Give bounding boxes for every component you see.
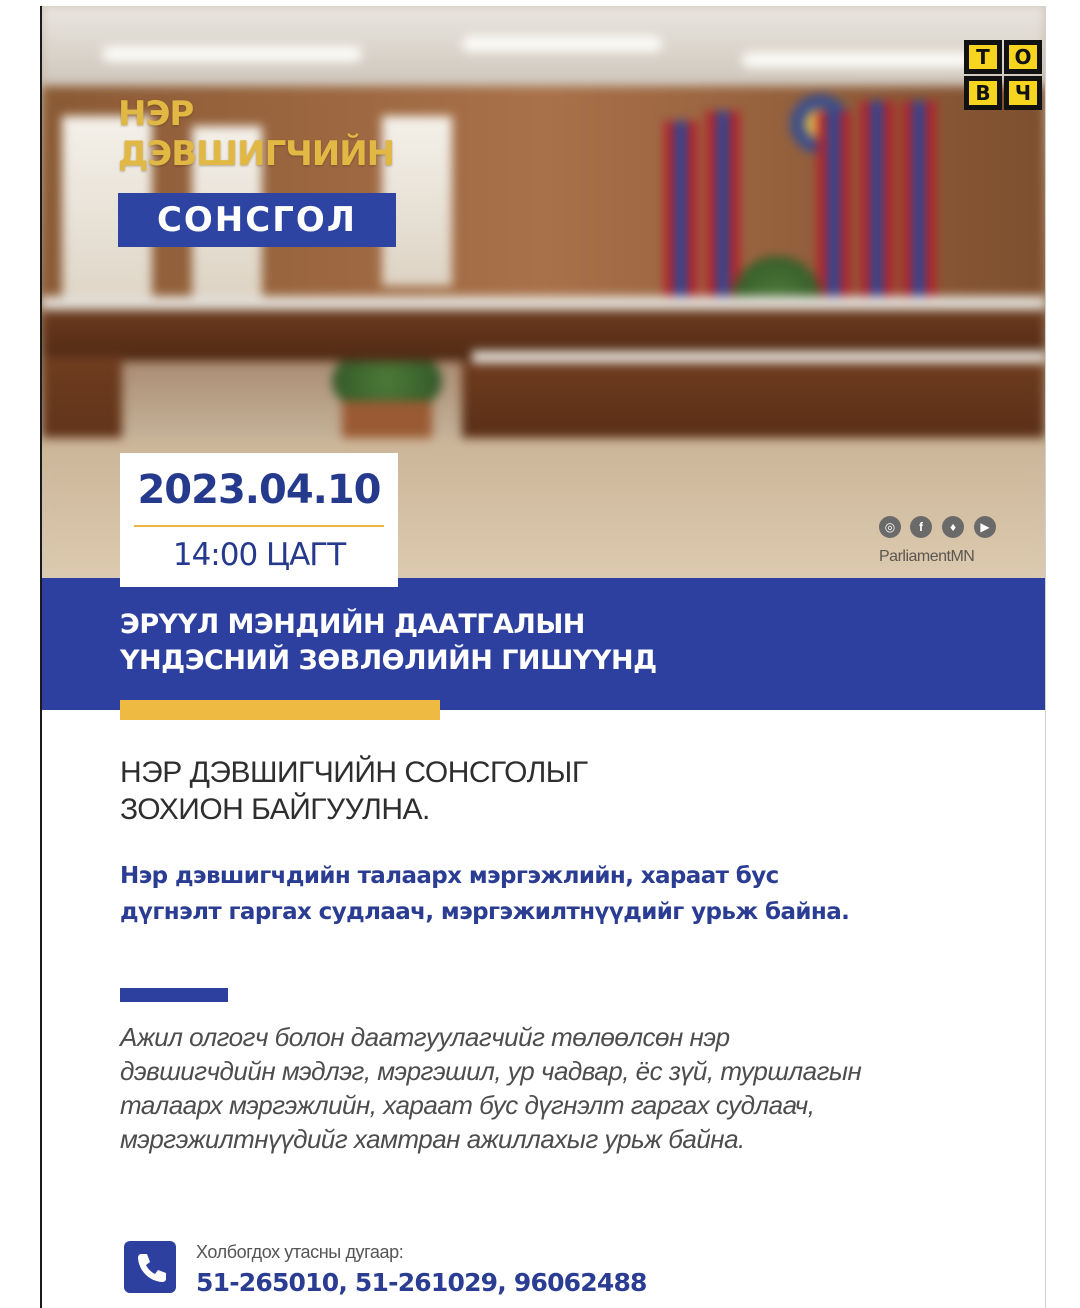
title-line-1: НЭР xyxy=(118,94,194,134)
logo-cell: О xyxy=(1004,40,1042,74)
instagram-icon: ◎ xyxy=(879,516,901,538)
body-line-1: Ажил олгогч болон даатгуулагчийг төлөөлсөн нэр xyxy=(120,1022,730,1052)
youtube-icon: ▶ xyxy=(974,516,996,538)
contact-label: Холбогдох утасны дугаар: xyxy=(196,1242,404,1262)
title-box: СОНСГОЛ xyxy=(118,193,396,247)
blue-accent-bar xyxy=(120,988,228,1002)
event-date: 2023.04.10 xyxy=(137,467,381,513)
band-line-1: ЭРҮҮЛ МЭНДИЙН ДААТГАЛЫН xyxy=(120,609,585,640)
body-line-3: талаарх мэргэжлийн, хараат бус дүгнэлт гаргах судлаач, xyxy=(120,1090,815,1120)
date-divider xyxy=(134,525,384,527)
poster-card xyxy=(40,6,1046,1308)
lead-line-1: НЭР ДЭВШИГЧИЙН СОНСГОЛЫГ xyxy=(120,756,588,789)
social-handle: ParliamentMN xyxy=(879,548,975,565)
body-line-4: мэргэжилтнүүдийг хамтран ажиллахыг урьж байна. xyxy=(120,1124,745,1154)
lead-line-2: ЗОХИОН БАЙГУУЛНА. xyxy=(120,793,430,826)
body-text xyxy=(120,1020,861,1156)
facebook-icon: f xyxy=(910,516,932,538)
date-box xyxy=(120,453,398,587)
invite-line-2: дүгнэлт гаргах судлаач, мэргэжилтнүүдийг урьж байна. xyxy=(120,899,850,925)
tovch-logo xyxy=(964,40,1046,112)
logo-cell: Т xyxy=(964,40,1002,74)
logo-cell: Ч xyxy=(1004,76,1042,110)
social-links xyxy=(879,516,999,576)
band-heading xyxy=(120,607,657,679)
gold-accent-bar xyxy=(120,700,440,720)
twitter-icon: ♦ xyxy=(942,516,964,538)
invite-text xyxy=(120,858,849,930)
invite-line-1: Нэр дэвшигчдийн талаарх мэргэжлийн, хараат бус xyxy=(120,863,779,889)
poster-title xyxy=(118,94,394,174)
band-line-2: ҮНДЭСНИЙ ЗӨВЛӨЛИЙН ГИШҮҮНД xyxy=(120,645,657,676)
logo-cell: В xyxy=(964,76,1002,110)
title-line-2: ДЭВШИГЧИЙН xyxy=(118,134,395,174)
event-time: 14:00 ЦАГТ xyxy=(172,537,346,573)
phone-icon xyxy=(124,1241,176,1293)
body-line-2: дэвшигчдийн мэдлэг, мэргэшил, ур чадвар, ёс зүй, туршлагын xyxy=(120,1056,862,1086)
lead-text xyxy=(120,754,588,828)
heading-band xyxy=(42,578,1045,710)
contact-numbers: 51-265010, 51-261029, 96062488 xyxy=(196,1268,647,1297)
